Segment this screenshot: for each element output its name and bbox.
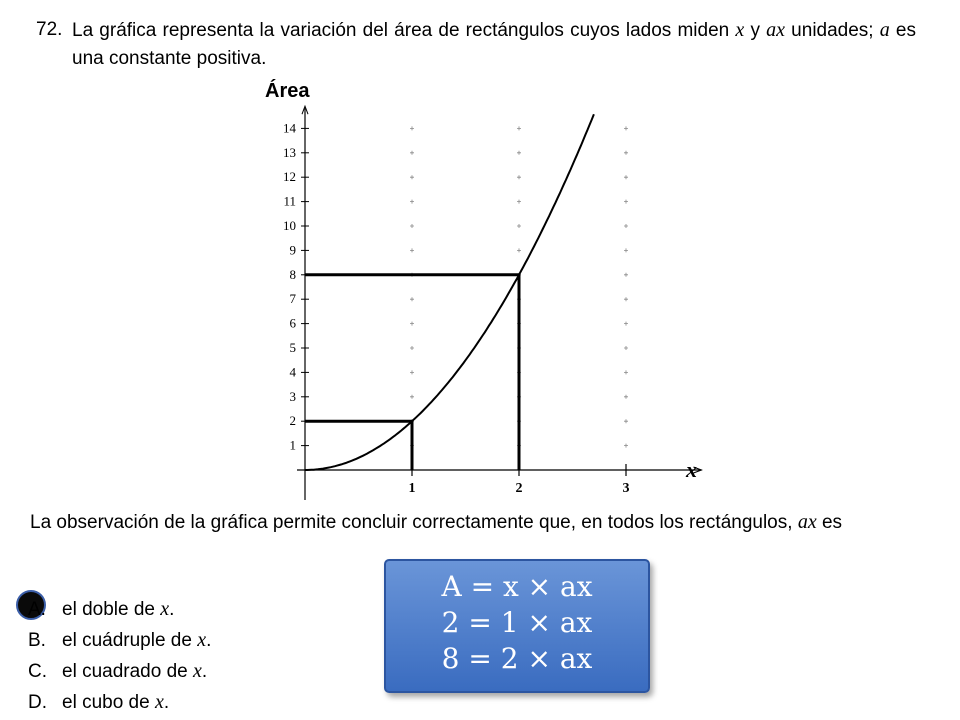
grid-plus bbox=[517, 224, 521, 228]
grid-plus bbox=[624, 200, 628, 204]
option-text: el cubo de bbox=[62, 692, 155, 713]
question-part: unidades; bbox=[785, 20, 880, 41]
options-list bbox=[28, 594, 211, 718]
grid-plus bbox=[410, 297, 414, 301]
math-var: x bbox=[193, 660, 202, 682]
option-letter: B. bbox=[28, 630, 46, 651]
grid-plus bbox=[624, 126, 628, 130]
grid-plus bbox=[624, 419, 628, 423]
option-end: . bbox=[169, 599, 175, 620]
grid-plus bbox=[517, 151, 521, 155]
math-var: ax bbox=[797, 511, 817, 533]
grid-plus bbox=[624, 297, 628, 301]
grid-plus bbox=[624, 395, 628, 399]
y-tick-label: 2 bbox=[289, 413, 296, 429]
y-tick-label: 12 bbox=[283, 169, 296, 185]
grid-plus bbox=[624, 151, 628, 155]
question-part: y bbox=[744, 20, 767, 41]
x-tick-label: 2 bbox=[515, 481, 523, 496]
equation-line: 2 = 1 × ax bbox=[441, 606, 593, 639]
series-line bbox=[305, 114, 594, 470]
grid-plus bbox=[410, 322, 414, 326]
y-tick-label: 4 bbox=[289, 364, 296, 380]
grid-plus bbox=[410, 224, 414, 228]
y-tick-label: 14 bbox=[283, 120, 296, 136]
grid-plus bbox=[410, 175, 414, 179]
observation-text bbox=[30, 508, 920, 537]
observation-part: es bbox=[816, 512, 843, 533]
y-tick-label: 11 bbox=[283, 193, 296, 209]
option-d[interactable] bbox=[28, 687, 211, 718]
option-text: el cuadrado de bbox=[62, 661, 193, 682]
x-tick-label: 3 bbox=[622, 481, 630, 496]
y-tick-label: 3 bbox=[289, 388, 296, 404]
grid-plus bbox=[624, 444, 628, 448]
equation-line: 8 = 2 × ax bbox=[441, 642, 593, 675]
option-b[interactable] bbox=[28, 625, 211, 656]
grid-plus bbox=[410, 346, 414, 350]
y-tick-label: 1 bbox=[289, 437, 296, 453]
grid-plus bbox=[624, 175, 628, 179]
math-var: x bbox=[154, 691, 164, 713]
y-tick-label: 7 bbox=[289, 291, 296, 307]
option-letter: A. bbox=[28, 599, 46, 620]
grid-plus bbox=[517, 200, 521, 204]
math-var: x bbox=[735, 19, 745, 41]
grid-plus bbox=[410, 248, 414, 252]
y-tick-label: 6 bbox=[289, 315, 296, 331]
math-var: x bbox=[160, 598, 170, 620]
x-axis-label: x bbox=[686, 457, 697, 482]
math-var: x bbox=[197, 629, 207, 651]
grid-plus bbox=[517, 126, 521, 130]
y-tick-label: 9 bbox=[289, 242, 296, 258]
y-tick-label: 8 bbox=[289, 266, 296, 282]
equation-line: A = x × ax bbox=[441, 570, 593, 603]
option-a[interactable] bbox=[28, 594, 211, 625]
axes bbox=[297, 106, 702, 500]
grid-plus bbox=[517, 175, 521, 179]
option-text: el cuádruple de bbox=[62, 630, 198, 651]
grid-plus bbox=[410, 200, 414, 204]
rectangle-outline bbox=[305, 421, 412, 470]
grid-plus bbox=[624, 273, 628, 277]
y-tick-label: 13 bbox=[283, 144, 296, 160]
y-axis-label: Área bbox=[265, 80, 310, 102]
grid-plus bbox=[410, 126, 414, 130]
question-part: es una constante positiva. bbox=[72, 20, 917, 69]
grid-plus bbox=[624, 248, 628, 252]
math-var: ax bbox=[766, 19, 786, 41]
question-number: 72. bbox=[36, 19, 63, 40]
option-letter: D. bbox=[28, 692, 47, 713]
x-ticks bbox=[409, 464, 630, 496]
option-end: . bbox=[163, 692, 170, 713]
equations-box bbox=[384, 559, 650, 693]
question-part: La gráfica representa la variación del área de rectángulos cuyos lados miden bbox=[72, 20, 736, 41]
grid-plus bbox=[624, 322, 628, 326]
observation-part: La observación de la gráfica permite concluir correctamente que, en todos los rectángulos, bbox=[30, 512, 798, 533]
grid-plus bbox=[517, 248, 521, 252]
math-var: a bbox=[879, 19, 890, 41]
option-letter: C. bbox=[28, 661, 47, 682]
grid-plus bbox=[624, 346, 628, 350]
y-tick-label: 10 bbox=[283, 218, 296, 233]
grid-plus bbox=[410, 395, 414, 399]
grid-plus bbox=[624, 224, 628, 228]
grid-plus bbox=[410, 151, 414, 155]
grid-plus bbox=[624, 370, 628, 374]
option-c[interactable] bbox=[28, 656, 211, 687]
x-tick-label: 1 bbox=[408, 481, 416, 496]
y-tick-label: 5 bbox=[289, 340, 296, 355]
grid-plus bbox=[410, 370, 414, 374]
option-text: el doble de bbox=[62, 599, 161, 620]
option-end: . bbox=[206, 630, 212, 651]
option-end: . bbox=[201, 661, 208, 682]
